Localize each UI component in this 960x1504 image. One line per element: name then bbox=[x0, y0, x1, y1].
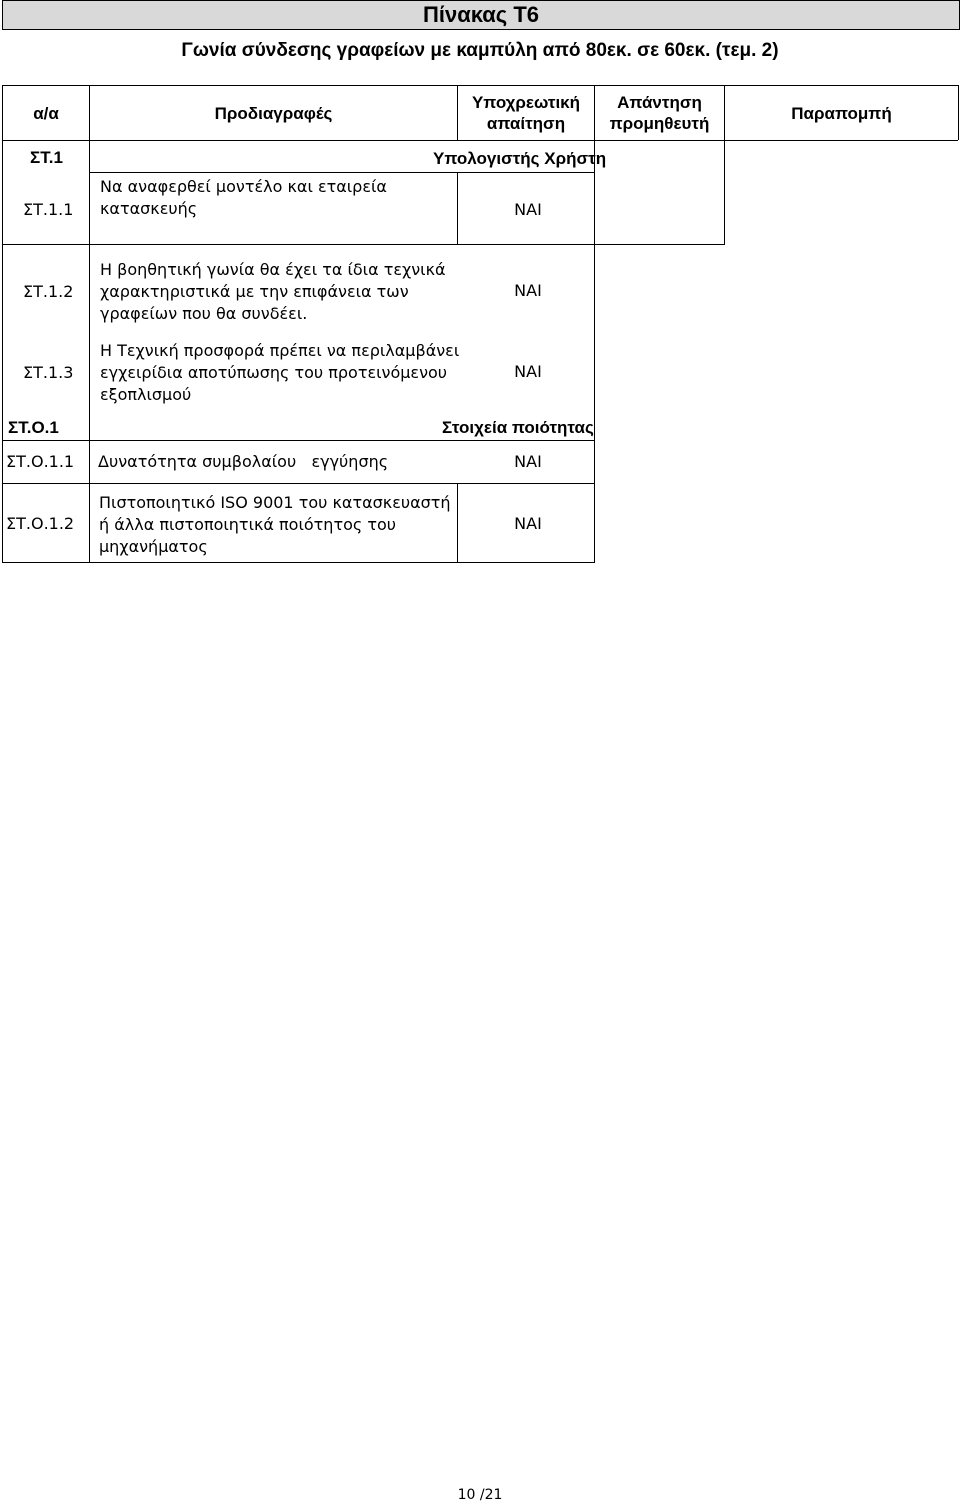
table-bottom-border bbox=[2, 562, 594, 563]
header-required-line-1: Υποχρεωτική bbox=[471, 93, 581, 112]
row-id: ΣΤ.1.3 bbox=[23, 363, 74, 382]
spec-line: μηχανήματος bbox=[99, 537, 208, 556]
spec-line: ή άλλα πιστοποιητικά ποιότητος του bbox=[99, 515, 397, 534]
row-spec bbox=[100, 338, 460, 408]
spec-line: Η Τεχνική προσφορά πρέπει να περιλαμβάνει bbox=[100, 341, 460, 360]
spec-line: χαρακτηριστικά με την επιφάνεια των bbox=[100, 282, 409, 301]
row-spec bbox=[100, 174, 450, 222]
header-required-line-2: απαίτηση bbox=[486, 114, 566, 133]
spec-line: Πιστοποιητικό ISO 9001 του κατασκευαστή bbox=[99, 493, 451, 512]
page-number: 10 /21 bbox=[457, 1487, 503, 1503]
row-spec: Δυνατότητα συμβολαίου εγγύησης bbox=[98, 452, 389, 471]
row-id: ΣΤ.1.1 bbox=[23, 200, 74, 219]
column-divider bbox=[89, 85, 90, 563]
header-specifications: Προδιαγραφές bbox=[214, 103, 333, 123]
spec-line: εξοπλισμού bbox=[100, 385, 192, 404]
document-subtitle: Γωνία σύνδεσης γραφείων με καμπύλη από 80εκ. σε 60εκ. (τεμ. 2) bbox=[181, 40, 779, 61]
document-title: Πίνακας Τ6 bbox=[2, 0, 960, 30]
row-divider bbox=[2, 244, 724, 245]
row-required: ΝΑΙ bbox=[514, 200, 542, 219]
row-required: ΝΑΙ bbox=[514, 452, 542, 471]
spec-line: εγχειρίδια αποτύπωσης του προτεινόμενου bbox=[100, 363, 448, 382]
row-spec bbox=[99, 490, 457, 560]
row-required: ΝΑΙ bbox=[514, 281, 542, 300]
section-id: ΣΤ.1 bbox=[30, 147, 63, 167]
table-right-border bbox=[958, 85, 959, 140]
header-answer-line-1: Απάντηση bbox=[617, 93, 702, 112]
spec-line: Να αναφερθεί μοντέλο και εταιρεία bbox=[100, 177, 387, 196]
table-left-border bbox=[2, 85, 3, 563]
header-id: α/α bbox=[33, 103, 59, 123]
spec-line: γραφείων που θα συνδέει. bbox=[100, 304, 308, 323]
row-spec bbox=[100, 257, 460, 327]
row-required: ΝΑΙ bbox=[514, 362, 542, 381]
header-supplier-answer bbox=[595, 86, 724, 140]
row-id: ΣΤ.1.2 bbox=[23, 282, 74, 301]
section-id: ΣΤ.Ο.1 bbox=[8, 417, 59, 437]
row-required: ΝΑΙ bbox=[514, 514, 542, 533]
section-title: Στοιχεία ποιότητας bbox=[442, 417, 594, 437]
spec-line: κατασκευής bbox=[100, 199, 198, 218]
section-divider bbox=[90, 172, 595, 173]
row-id: ΣΤ.Ο.1.2 bbox=[6, 514, 75, 533]
spec-line: Η βοηθητική γωνία θα έχει τα ίδια τεχνικά bbox=[100, 260, 446, 279]
header-bottom-border bbox=[2, 140, 958, 141]
header-answer-line-2: προμηθευτή bbox=[609, 114, 710, 133]
section-title: Υπολογιστής Χρήστη bbox=[433, 148, 607, 168]
row-divider bbox=[2, 483, 594, 484]
header-required bbox=[458, 86, 594, 140]
row-id: ΣΤ.Ο.1.1 bbox=[6, 452, 75, 471]
row-divider bbox=[2, 440, 594, 441]
header-reference: Παραπομπή bbox=[791, 103, 892, 123]
